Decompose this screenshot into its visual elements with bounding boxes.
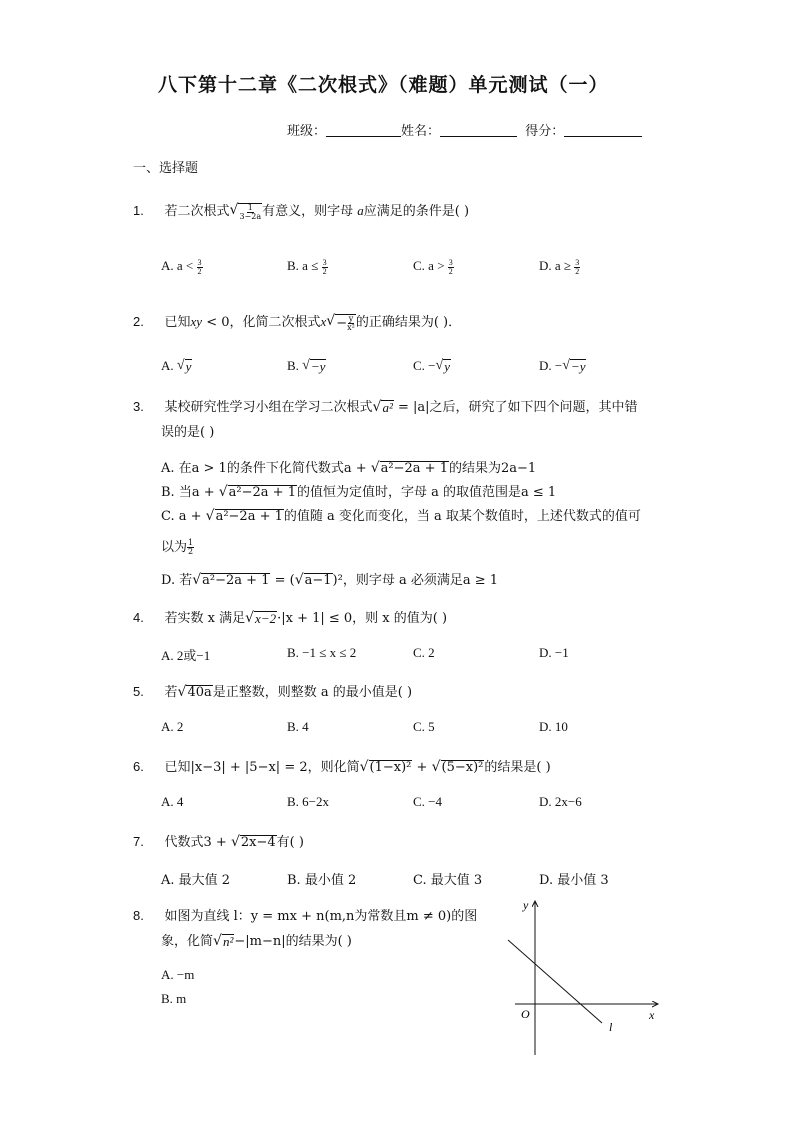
option-d[interactable]: D. −1 — [539, 645, 569, 660]
question-text: 的正确结果为( )． — [355, 315, 462, 330]
radicand: y — [185, 359, 192, 375]
radicand: 40a — [187, 684, 212, 700]
option-label: A. a < — [161, 258, 197, 273]
option-d[interactable]: D. 2x−6 — [539, 794, 582, 809]
question-text: 如图为直线 l：y = mx + n(m,n为常数且m ≠ 0)的图 — [164, 909, 478, 924]
question-2 — [133, 311, 461, 332]
option-a[interactable]: A. −m — [161, 967, 195, 982]
option-a[interactable]: A. 2 — [161, 719, 184, 734]
question-number: 4. — [133, 610, 144, 625]
option-d[interactable] — [539, 258, 580, 276]
option-b[interactable] — [161, 481, 556, 500]
option-d[interactable] — [539, 358, 586, 375]
option-label: C. − — [413, 358, 436, 373]
question-number: 2. — [133, 314, 144, 329]
question-text: 有意义，则字母 — [262, 204, 358, 219]
question-1 — [133, 200, 469, 221]
option-a[interactable] — [161, 258, 203, 276]
question-text: 已知 — [164, 315, 191, 330]
question-number: 6. — [133, 759, 144, 774]
fraction-numerator: 3 — [197, 257, 202, 267]
radical-expression: √ n² — [213, 932, 234, 949]
fraction-denominator: 2 — [188, 547, 194, 556]
option-label: A. — [161, 358, 177, 373]
x-axis-label: x — [649, 1008, 655, 1022]
variable: a — [357, 203, 364, 218]
option-label: D. a ≥ — [539, 258, 575, 273]
class-label: 班级： — [287, 124, 327, 139]
radicand: a²−2a + 1 — [228, 484, 296, 500]
name-label: 姓名： — [401, 124, 441, 139]
question-3 — [133, 396, 638, 415]
question-3-line-2: 误的是( ) — [161, 425, 215, 440]
y-axis-label: y — [523, 898, 529, 912]
radicand: (5−x)² — [441, 759, 484, 775]
question-number: 5. — [133, 684, 144, 699]
fraction-denominator: x² — [347, 322, 355, 332]
option-b[interactable]: B. −1 ≤ x ≤ 2 — [287, 645, 357, 660]
radicand: −y — [570, 359, 586, 375]
option-a[interactable]: A. 最大值 2 — [161, 873, 231, 888]
radical-expression: √ a²−2a + 1 — [192, 571, 270, 588]
fraction-numerator: y — [348, 313, 354, 323]
radicand: a² — [382, 399, 393, 415]
fraction-denominator: 3−2a — [239, 211, 262, 221]
option-text: 以为 — [161, 540, 188, 555]
question-4 — [133, 607, 447, 626]
option-label: C. a > — [413, 258, 448, 273]
radicand: 2x−4 — [240, 834, 276, 850]
radical-expression: √ a²−2a + 1 — [205, 507, 283, 524]
plus-sign: + — [412, 760, 432, 775]
radical-expression: √ x−2 — [245, 609, 277, 626]
radicand: y — [444, 359, 450, 375]
question-number: 1. — [133, 203, 144, 218]
question-text: 的结果是( ) — [484, 760, 551, 775]
option-label: A. 在a > 1的条件下化简代数式a + — [161, 461, 371, 476]
origin-label: O — [521, 1007, 530, 1021]
question-text: 已知|x−3| + |5−x| = 2，则化简 — [164, 760, 360, 775]
option-c[interactable] — [413, 258, 454, 276]
option-label: C. a + — [161, 509, 206, 524]
option-b[interactable]: B. m — [161, 991, 187, 1006]
option-label: D. − — [539, 358, 563, 373]
fraction-numerator: 1 — [188, 538, 194, 547]
question-text: 是正整数，则整数 a 的最小值是( ) — [212, 685, 413, 700]
fraction-numerator: 1 — [247, 202, 253, 212]
question-text: < 0，化简二次根式 — [202, 315, 321, 330]
option-a[interactable]: A. 4 — [161, 794, 184, 809]
radical-expression: √ a² — [372, 398, 393, 415]
option-d[interactable] — [161, 569, 498, 588]
option-c[interactable]: C. −4 — [413, 794, 443, 809]
question-8 — [133, 905, 477, 924]
option-b[interactable] — [287, 258, 328, 276]
question-text: = |a|之后，研究了如下四个问题，其中错 — [393, 400, 638, 415]
radicand: a²−2a + 1 — [215, 508, 283, 524]
radical-expression: √ y — [435, 358, 450, 375]
radical-expression: √ a²−2a + 1 — [218, 483, 296, 500]
option-text: )²，则字母 a 必须满足a ≥ 1 — [332, 573, 499, 588]
question-number: 8. — [133, 908, 144, 923]
score-blank[interactable] — [564, 124, 642, 137]
line-label: l — [609, 1020, 613, 1034]
option-text: 的值随 a 变化而变化，当 a 取某个数值时，上述代数式的值可 — [283, 509, 641, 524]
option-d[interactable]: D. 10 — [539, 719, 568, 734]
radicand: a²−2a + 1 — [202, 572, 270, 588]
radicand: a−1 — [304, 572, 332, 588]
option-a[interactable] — [161, 457, 536, 476]
student-info-line — [287, 120, 642, 139]
radical-expression: √ (5−x)² — [431, 758, 484, 775]
option-label: B. 当a + — [161, 485, 219, 500]
radicand: (1−x)² — [369, 759, 412, 775]
fraction-denominator: 2 — [322, 266, 327, 276]
option-c[interactable]: C. 5 — [413, 719, 435, 734]
score-label: 得分： — [525, 124, 565, 139]
radical-expression: √ y — [176, 358, 192, 375]
radical-expression: √ 2x−4 — [230, 833, 276, 850]
option-a[interactable]: A. 2或−1 — [161, 648, 211, 663]
page-title: 八下第十二章《二次根式》（难题）单元测试（一） — [158, 74, 609, 96]
class-blank[interactable] — [326, 124, 401, 137]
minus-sign: − — [336, 315, 348, 331]
option-label: B. — [287, 358, 303, 373]
question-text: 象，化简 — [161, 934, 214, 949]
option-b[interactable] — [287, 358, 326, 375]
option-c[interactable]: C. 最大值 3 — [413, 873, 483, 888]
question-text: 若二次根式 — [164, 204, 230, 219]
radicand: a²−2a + 1 — [380, 460, 448, 476]
question-text: 若 — [164, 685, 178, 700]
option-text: = ( — [270, 573, 295, 588]
option-b[interactable]: B. 6−2x — [287, 794, 330, 809]
fraction-numerator: 3 — [322, 257, 327, 267]
option-c[interactable]: C. 2 — [413, 645, 435, 660]
question-text: 有( ) — [276, 835, 304, 850]
question-text: ·|x + 1| ≤ 0，则 x 的值为( ) — [277, 611, 448, 626]
variable: xy — [190, 314, 203, 329]
radical-expression: √ −y — [302, 358, 326, 375]
radicand: −y — [310, 359, 326, 375]
option-d[interactable]: D. 最小值 3 — [539, 873, 609, 888]
radical-expression: √ −y — [562, 358, 586, 375]
question-number: 3. — [133, 399, 144, 414]
line-graph-figure — [500, 895, 670, 1060]
radicand: n² — [222, 933, 234, 949]
radical-expression: √ a²−2a + 1 — [370, 459, 448, 476]
variable: x — [320, 314, 327, 329]
fraction-numerator: 3 — [448, 257, 453, 267]
question-number: 7. — [133, 834, 144, 849]
option-c[interactable] — [161, 505, 641, 524]
question-text: 应满足的条件是( ) — [363, 204, 470, 219]
fraction-numerator: 3 — [575, 257, 580, 267]
option-c[interactable] — [413, 358, 451, 375]
option-b[interactable]: B. 4 — [287, 719, 309, 734]
option-b[interactable]: B. 最小值 2 — [287, 873, 357, 888]
option-a[interactable] — [161, 358, 192, 375]
radical-expression: √ − $\frac{y}{\text{x²}}$ — [326, 312, 355, 332]
question-8-line-2 — [161, 930, 352, 949]
radical-expression: √ 40a — [177, 683, 212, 700]
option-label: D. 若 — [161, 573, 193, 588]
question-7 — [133, 831, 304, 850]
option-c-continued — [161, 536, 194, 556]
fraction-denominator: 2 — [575, 266, 580, 276]
question-5 — [133, 681, 412, 700]
section-heading: 一、选择题 — [133, 161, 199, 176]
option-text: 的值恒为定值时，字母 a 的取值范围是a ≤ 1 — [296, 485, 557, 500]
radical-expression: √ (1−x)² — [359, 758, 412, 775]
fraction-denominator: 2 — [448, 266, 453, 276]
question-text: 若实数 x 满足 — [164, 611, 246, 626]
question-6 — [133, 756, 551, 775]
option-label: B. a ≤ — [287, 258, 322, 273]
question-text: 某校研究性学习小组在学习二次根式 — [164, 400, 373, 415]
fraction-denominator: 2 — [197, 266, 202, 276]
question-text: 代数式3 + — [164, 835, 231, 850]
radical-expression: √ a−1 — [294, 571, 332, 588]
question-text: −|m−n|的结果为( ) — [234, 934, 352, 949]
name-blank[interactable] — [440, 124, 517, 137]
option-text: 的结果为2a−1 — [448, 461, 537, 476]
radicand: x−2 — [255, 610, 277, 626]
radical-expression: √ $\frac{1}{3-2a}$ — [229, 201, 262, 221]
